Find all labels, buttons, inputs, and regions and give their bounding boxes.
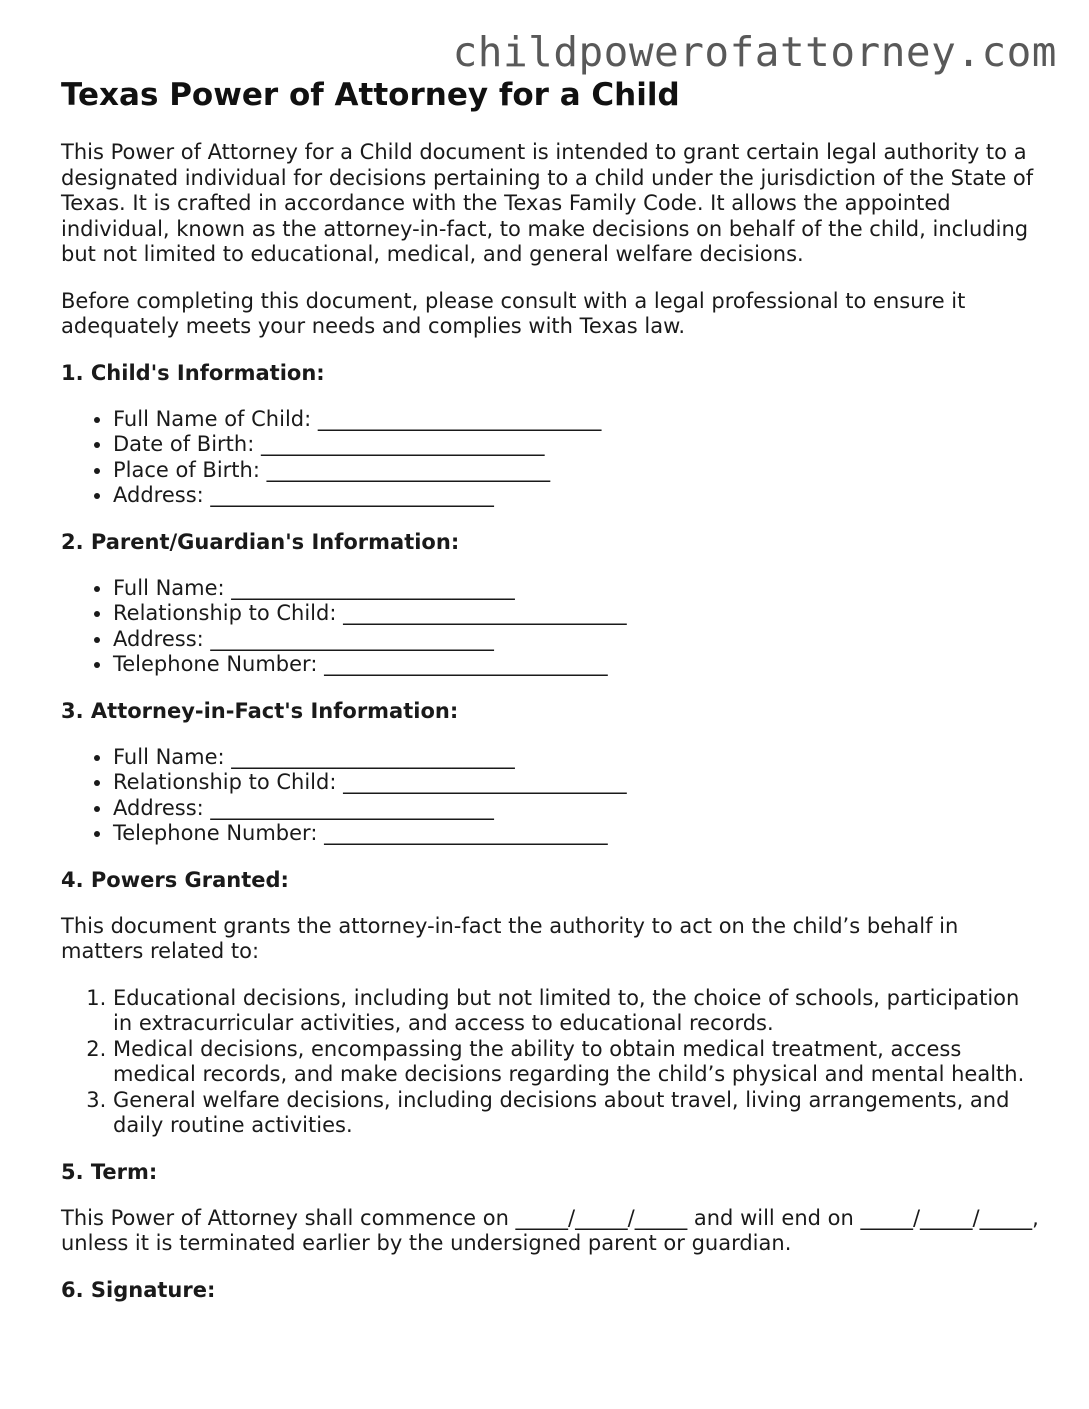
list-item-parent-address: • Address: ___________________________: [113, 627, 1041, 653]
list-item-attorney-phone: • Telephone Number: ___________________________: [113, 821, 1041, 847]
list-item-parent-full-name: • Full Name: ___________________________: [113, 576, 1041, 602]
list-item-attorney-address: • Address: ___________________________: [113, 796, 1041, 822]
list-item-attorney-relationship: • Relationship to Child: ___________________________: [113, 770, 1041, 796]
child-info-list: [61, 407, 1041, 509]
section-heading-child-info: 1. Child's Information:: [61, 360, 325, 385]
list-item-child-dob: • Date of Birth: ___________________________: [113, 432, 1041, 458]
page-title: Texas Power of Attorney for a Child: [61, 77, 680, 113]
list-item-child-address: • Address: ___________________________: [113, 483, 1041, 509]
powers-intro-text: This document grants the attorney-in-fact the authority to act on the child’s behalf in matters related to:: [61, 913, 959, 963]
power-item-welfare: 3. General welfare decisions, including decisions about travel, living arrangements, and daily routine activities.: [113, 1088, 1041, 1139]
attorney-info-list: [61, 745, 1041, 847]
list-item-attorney-full-name: • Full Name: ___________________________: [113, 745, 1041, 771]
list-item-child-birthplace: • Place of Birth: ___________________________: [113, 458, 1041, 484]
powers-list: [61, 986, 1041, 1139]
intro-paragraph-2: Before completing this document, please consult with a legal professional to ensure it adequately meets your needs and complies with Texas law.: [61, 288, 966, 338]
section-heading-term: 5. Term:: [61, 1159, 158, 1184]
list-item-child-full-name: • Full Name of Child: ___________________________: [113, 407, 1041, 433]
section-heading-signature: 6. Signature:: [61, 1277, 216, 1302]
parent-info-list: [61, 576, 1041, 678]
document-body: [61, 76, 1041, 1303]
intro-paragraph-1: This Power of Attorney for a Child document is intended to grant certain legal authority to a designated individual for decisions pertaining to a child under the jurisdiction of the State of Texas. It is crafted in accordance with the Texas Family Code. It allows the appointed individual, known as the attorney-in-fact, to make decisions on behalf of the child, including but not limited to educational, medical, and general welfare decisions.: [61, 140, 1034, 266]
section-heading-parent-info: 2. Parent/Guardian's Information:: [61, 529, 460, 554]
list-item-parent-relationship: • Relationship to Child: ___________________________: [113, 601, 1041, 627]
power-item-medical: 2. Medical decisions, encompassing the ability to obtain medical treatment, access medical records, and make decisions regarding the child’s physical and mental health.: [113, 1037, 1041, 1088]
section-heading-powers: 4. Powers Granted:: [61, 867, 289, 892]
watermark: childpowerofattorney.com: [452, 28, 1057, 76]
section-heading-attorney-info: 3. Attorney-in-Fact's Information:: [61, 698, 459, 723]
term-text: This Power of Attorney shall commence on _____/_____/_____ and will end on _____/_____/_____, unless it is terminated earlier by the undersigned parent or guardian.: [61, 1205, 1039, 1255]
power-item-educational: 1. Educational decisions, including but not limited to, the choice of schools, participation in extracurricular activities, and access to educational records.: [113, 986, 1041, 1037]
list-item-parent-phone: • Telephone Number: ___________________________: [113, 652, 1041, 678]
